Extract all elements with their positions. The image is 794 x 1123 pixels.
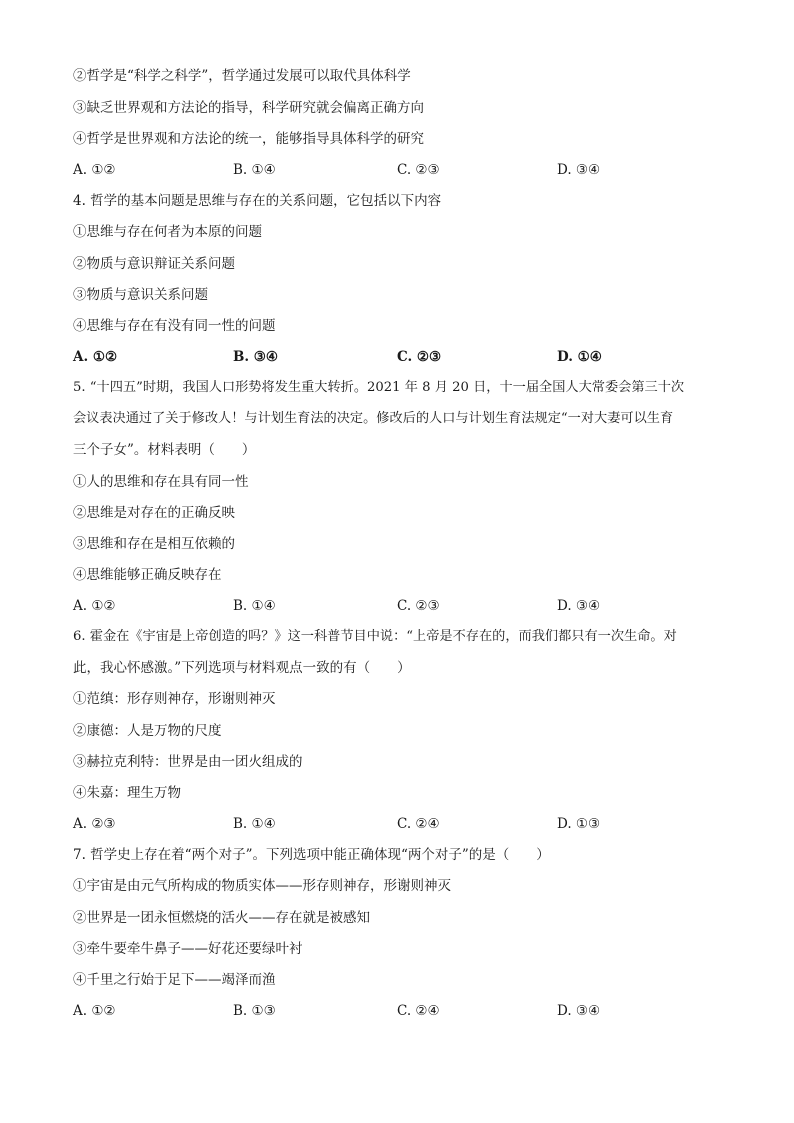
q5-option-a: A. ①② — [73, 598, 116, 614]
q5-stem-line-3: 三个子女”。材料表明（ ） — [73, 442, 256, 458]
q3-statement-3: ③缺乏世界观和方法论的指导，科学研究就会偏离正确方向 — [73, 100, 424, 116]
q6-stem-line-2: 此，我心怀感激。”下列选项与材料观点一致的有（ ） — [73, 660, 411, 676]
q3-option-d: D. ③④ — [557, 162, 601, 178]
q7-option-a: A. ①② — [73, 1003, 116, 1019]
q6-option-d: D. ①③ — [557, 816, 601, 832]
q3-option-b: B. ①④ — [233, 162, 276, 178]
q6-option-c: C. ②④ — [397, 816, 440, 832]
q6-option-b: B. ①④ — [233, 816, 276, 832]
q7-statement-3: ③牵牛要牵牛鼻子——好花还要绿叶衬 — [73, 941, 303, 957]
q3-option-a: A. ①② — [73, 162, 116, 178]
q4-option-c: C. ②③ — [397, 349, 442, 365]
q5-option-c: C. ②③ — [397, 598, 440, 614]
q5-statement-4: ④思维能够正确反映存在 — [73, 567, 222, 583]
q6-statement-1: ①范缜：形存则神存，形谢则神灭 — [73, 691, 276, 707]
q5-statement-2: ②思维是对存在的正确反映 — [73, 505, 235, 521]
q6-option-a: A. ②③ — [73, 816, 116, 832]
q3-statement-4: ④哲学是世界观和方法论的统一，能够指导具体科学的研究 — [73, 131, 424, 147]
q6-statement-4: ④朱嘉：理生万物 — [73, 785, 181, 801]
q4-statement-2: ②物质与意识辩证关系问题 — [73, 256, 235, 272]
q4-option-d: D. ①④ — [557, 349, 602, 365]
q7-statement-2: ②世界是一团永恒燃烧的活火——存在就是被感知 — [73, 910, 370, 926]
q4-statement-1: ①思维与存在何者为本原的问题 — [73, 224, 262, 240]
q4-option-b: B. ③④ — [233, 349, 279, 365]
q6-statement-3: ③赫拉克利特：世界是由一团火组成的 — [73, 754, 303, 770]
q7-statement-1: ①宇宙是由元气所构成的物质实体——形存则神存，形谢则神灭 — [73, 878, 451, 894]
q3-statement-2: ②哲学是“科学之科学”，哲学通过发展可以取代具体科学 — [73, 68, 411, 84]
q7-option-c: C. ②④ — [397, 1003, 440, 1019]
q7-option-b: B. ①③ — [233, 1003, 276, 1019]
q5-stem-line-2: 会议表决通过了关于修改人！与计划生育法的决定。修改后的人口与计划生育法规定“一对大妻可以生育 — [73, 411, 674, 426]
q5-statement-3: ③思维和存在是相互依赖的 — [73, 536, 235, 552]
q4-statement-4: ④思维与存在有没有同一性的问题 — [73, 318, 276, 334]
q6-stem-line-1: 6. 霍金在《宇宙是上帝创造的吗？》这一科普节目中说：“上帝是不存在的，而我们都只有一次生命。对 — [73, 629, 677, 644]
q5-statement-1: ①人的思维和存在具有同一性 — [73, 474, 249, 490]
q6-statement-2: ②康德：人是万物的尺度 — [73, 723, 222, 739]
q5-option-d: D. ③④ — [557, 598, 601, 614]
q7-statement-4: ④千里之行始于足下——竭泽而渔 — [73, 972, 276, 988]
q7-stem: 7. 哲学史上存在着“两个对子”。下列选项中能正确体现“两个对子”的是（ ） — [73, 847, 550, 863]
q4-option-a: A. ①② — [73, 349, 118, 365]
q7-option-d: D. ③④ — [557, 1003, 601, 1019]
q4-statement-3: ③物质与意识关系问题 — [73, 287, 208, 303]
q5-option-b: B. ①④ — [233, 598, 276, 614]
q3-option-c: C. ②③ — [397, 162, 440, 178]
q5-stem-line-1: 5. “十四五”时期，我国人口形势将发生重大转折。2021 年 8 月 20 日，十一届全国人大常委会第三十次 — [73, 380, 685, 395]
q4-stem: 4. 哲学的基本问题是思维与存在的关系问题，它包括以下内容 — [73, 193, 442, 209]
